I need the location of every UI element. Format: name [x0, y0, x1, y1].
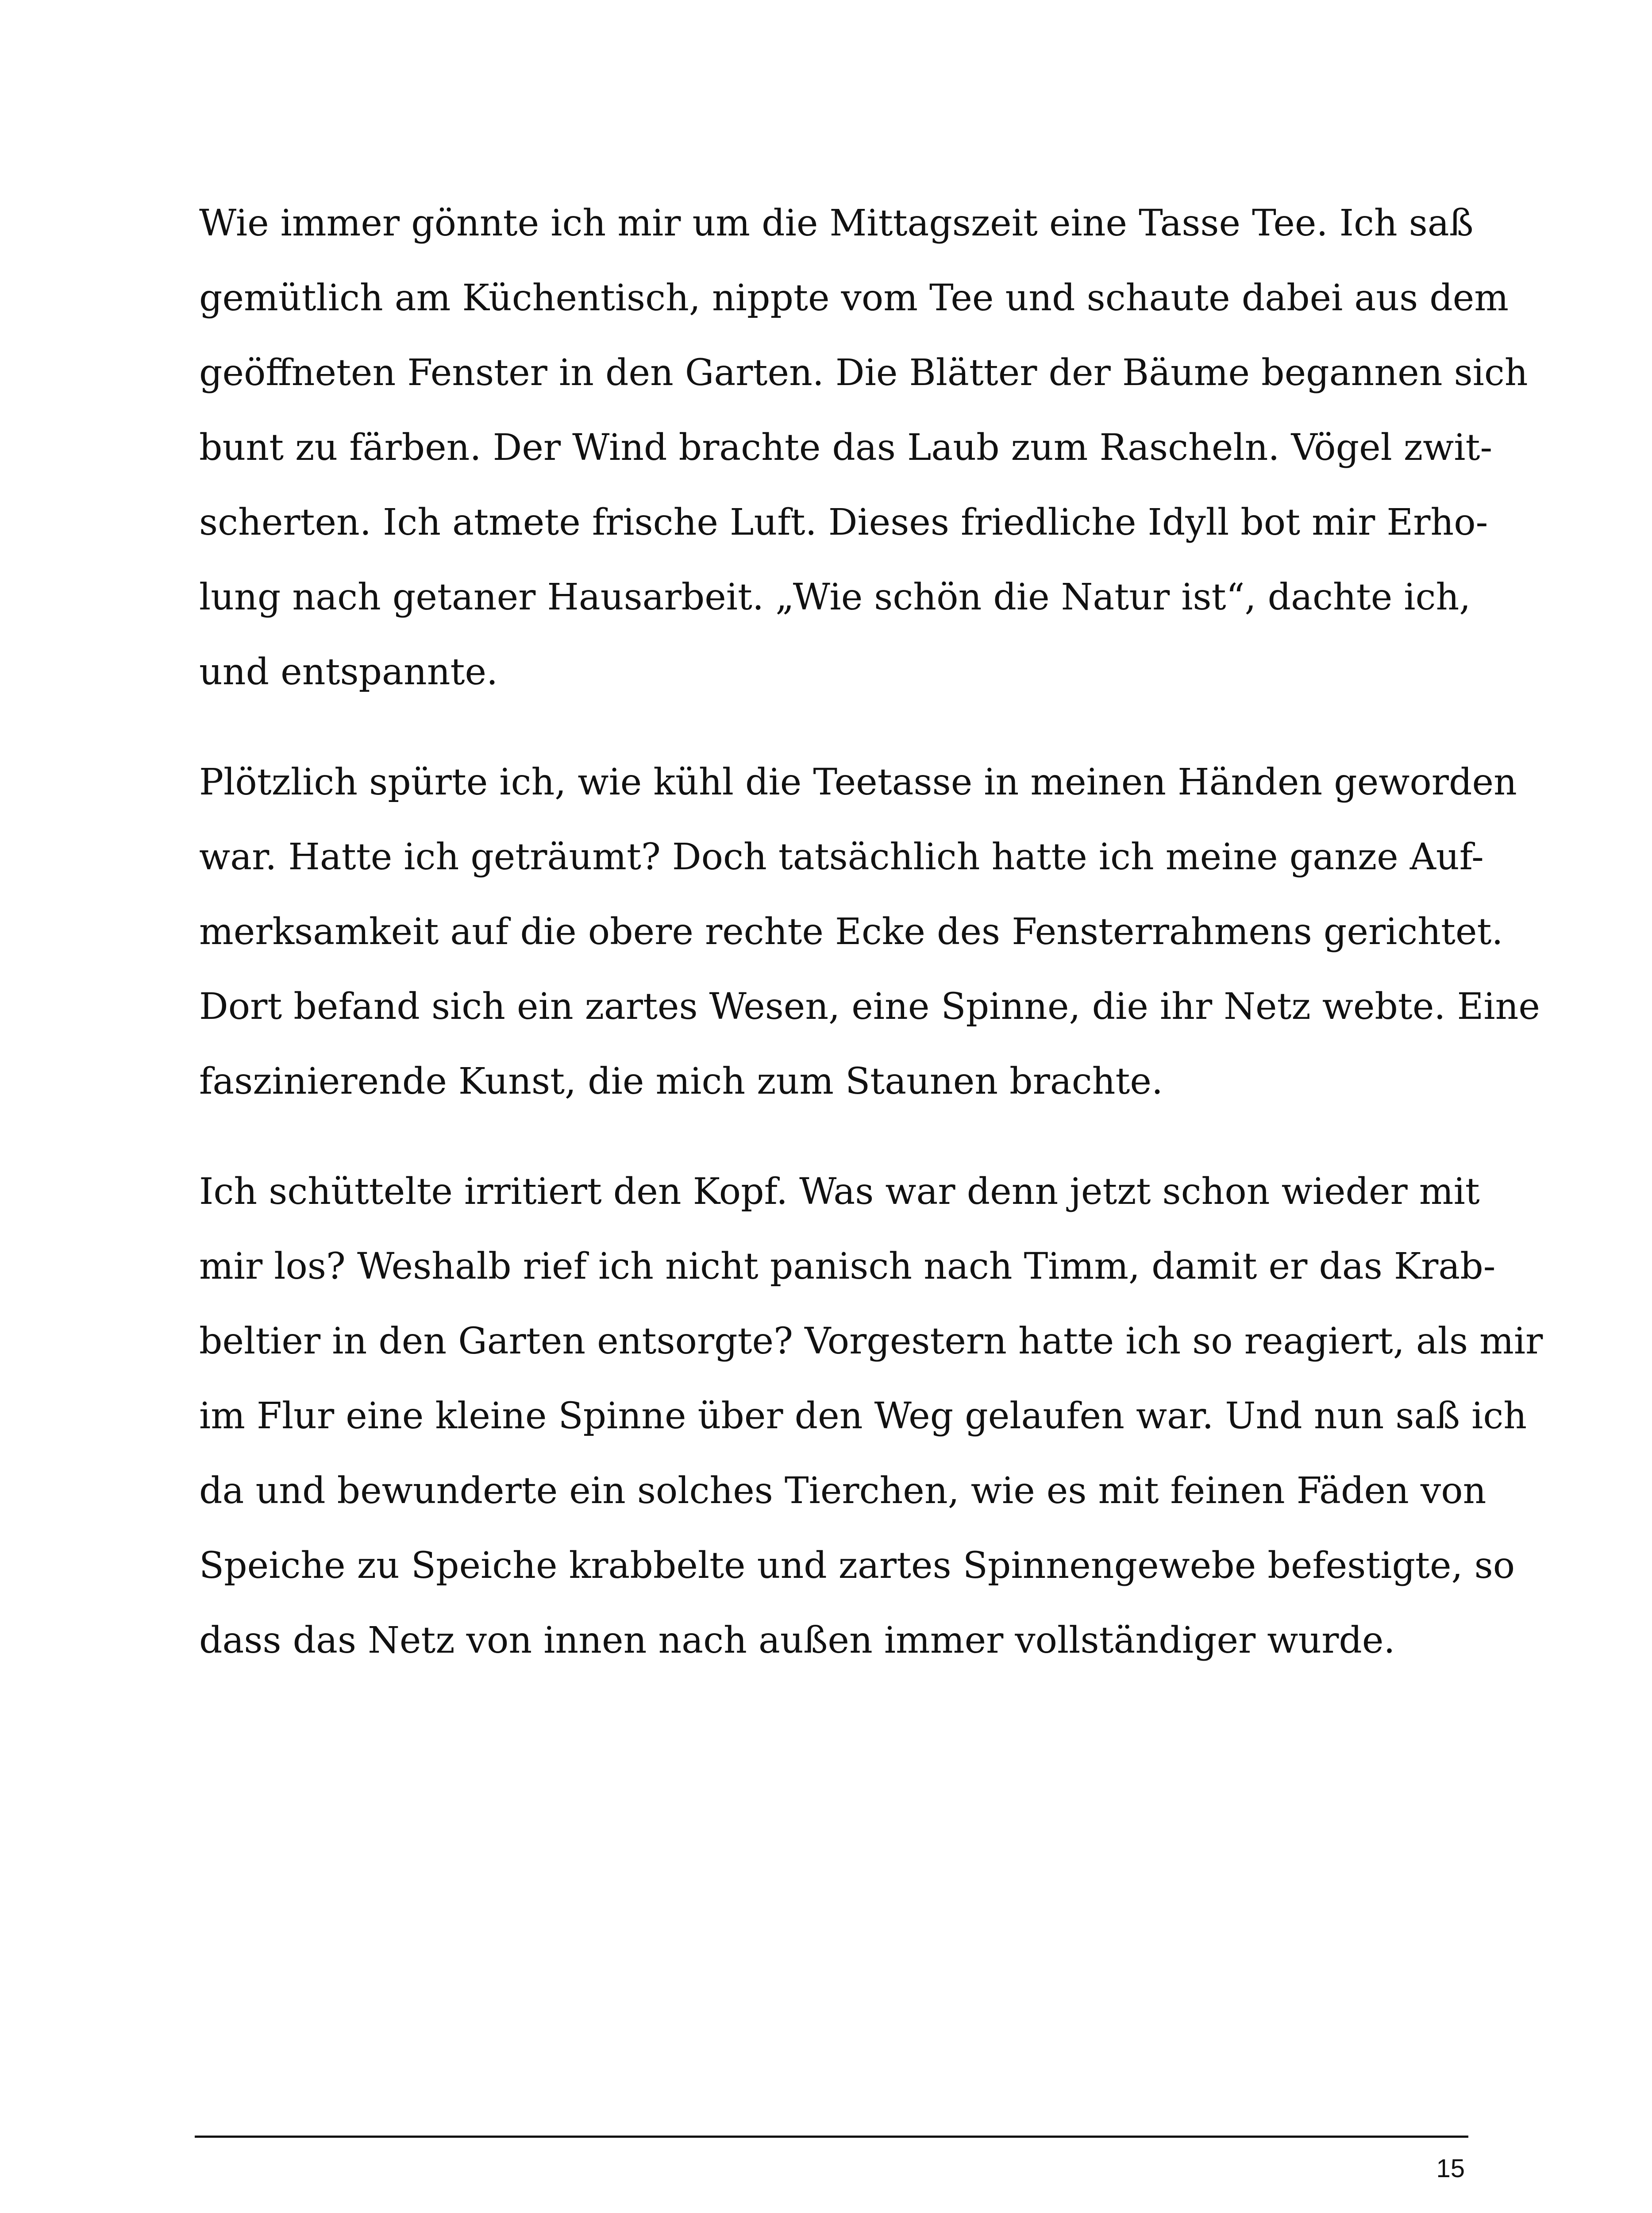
- text-line: bunt zu färben. Der Wind brachte das Laub zum Rascheln. Vögel zwit-: [199, 427, 1493, 469]
- text-line: merksamkeit auf die obere rechte Ecke des Fensterrahmens gerichtet.: [199, 911, 1503, 953]
- text-line: faszinierende Kunst, die mich zum Staunen brachte.: [199, 1060, 1163, 1103]
- text-line: gemütlich am Küchentisch, nippte vom Tee und schaute dabei aus dem: [199, 277, 1509, 319]
- text-line: Dort befand sich ein zartes Wesen, eine Spinne, die ihr Netz webte. Eine: [199, 986, 1540, 1028]
- text-line: lung nach getaner Hausarbeit. „Wie schön die Natur ist“, dachte ich,: [199, 576, 1471, 618]
- paragraph-2: [199, 745, 1540, 1119]
- text-line: Ich schüttelte irritiert den Kopf. Was war denn jetzt schon wieder mit: [199, 1171, 1480, 1213]
- text-line: geöffneten Fenster in den Garten. Die Blätter der Bäume begannen sich: [199, 352, 1528, 394]
- text-line: Speiche zu Speiche krabbelte und zartes Spinnengewebe befestigte, so: [199, 1545, 1515, 1587]
- text-line: Plötzlich spürte ich, wie kühl die Teetasse in meinen Händen geworden: [199, 761, 1517, 803]
- text-line: im Flur eine kleine Spinne über den Weg gelaufen war. Und nun saß ich: [199, 1395, 1527, 1437]
- text-line: dass das Netz von innen nach außen immer vollständiger wurde.: [199, 1619, 1395, 1662]
- paragraph-1: [199, 186, 1528, 709]
- text-line: da und bewunderte ein solches Tierchen, wie es mit feinen Fäden von: [199, 1470, 1486, 1512]
- text-line: war. Hatte ich geträumt? Doch tatsächlich hatte ich meine ganze Auf-: [199, 836, 1484, 878]
- text-line: scherten. Ich atmete frische Luft. Dieses friedliche Idyll bot mir Erho-: [199, 501, 1488, 544]
- body-text: [199, 186, 1543, 1713]
- footer-divider: [195, 2136, 1468, 2138]
- page-number: 15: [1436, 2154, 1465, 2183]
- text-line: und entspannte.: [199, 651, 498, 693]
- text-line: mir los? Weshalb rief ich nicht panisch nach Timm, damit er das Krab-: [199, 1245, 1496, 1288]
- text-line: Wie immer gönnte ich mir um die Mittagszeit eine Tasse Tee. Ich saß: [199, 202, 1474, 244]
- text-line: beltier in den Garten entsorgte? Vorgestern hatte ich so reagiert, als mir: [199, 1320, 1543, 1362]
- paragraph-3: [199, 1154, 1543, 1678]
